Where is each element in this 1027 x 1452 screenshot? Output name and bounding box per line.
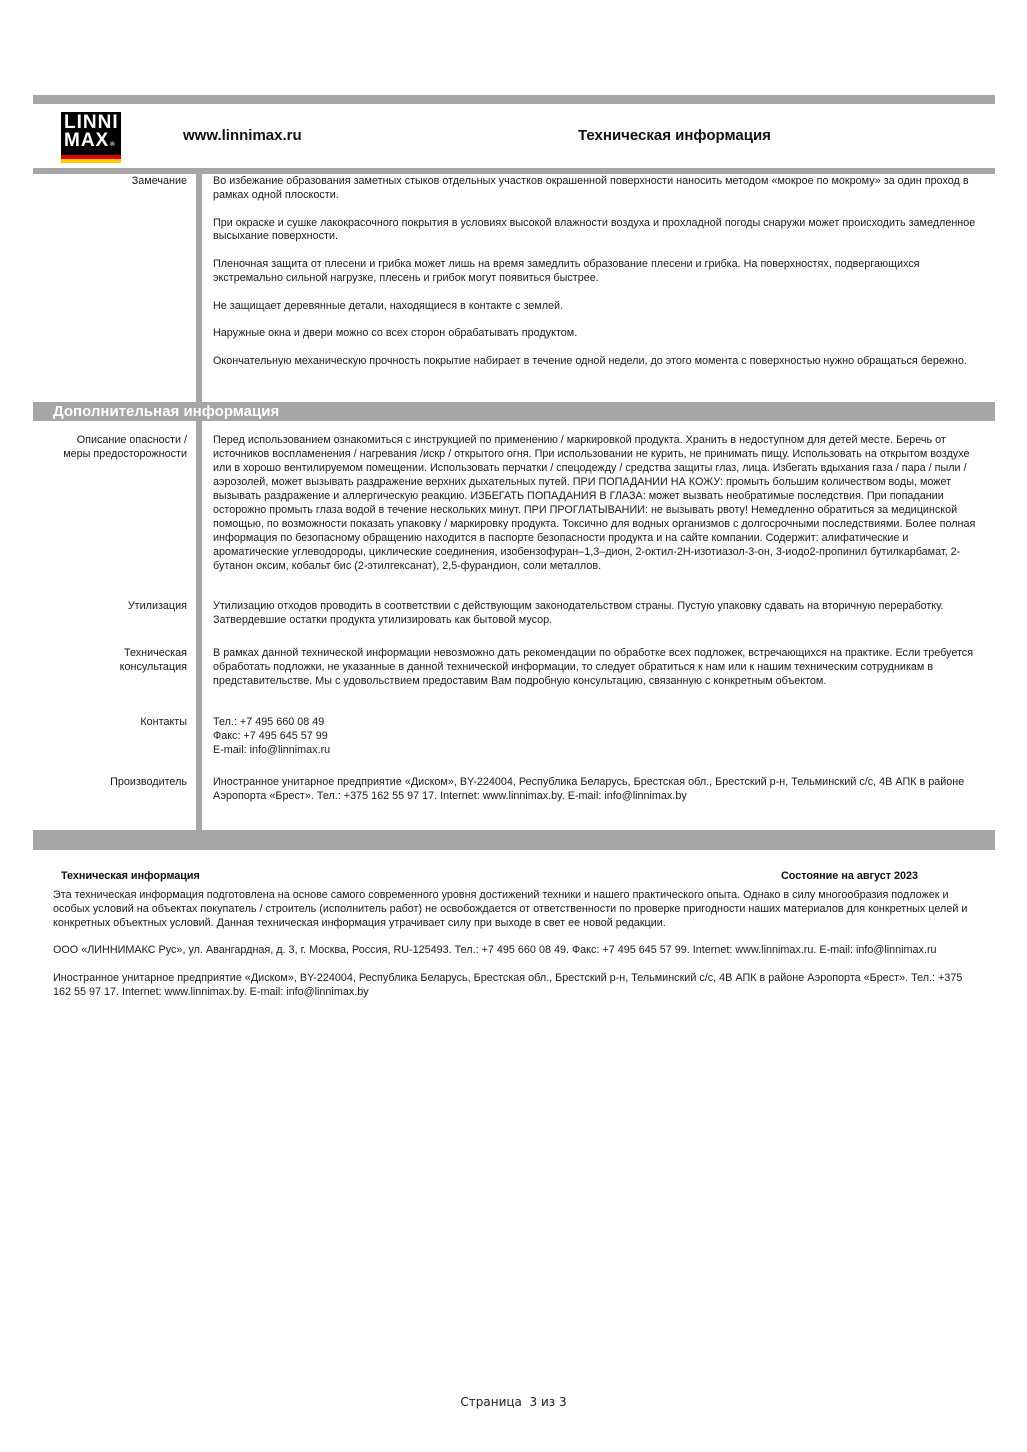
additional-info-header-bar: [33, 402, 995, 421]
hazard-line: помощью, по возможности показать упаковку / маркировку продукта. Токсично для водных организмов с долгосрочными последствиями. Более полная: [213, 518, 976, 530]
note-paragraph: [213, 300, 975, 314]
hazard-line: аэрозолей, может вызывать раздражение верхних дыхательных путей. ПРИ ПОПАДАНИИ НА КОЖУ: промыть большим количеством воды, может: [213, 476, 952, 488]
registered-mark: ®: [110, 142, 115, 148]
note-line: При окраске и сушке лакокрасочного покрытия в условиях высокой влажности воздуха и прохладной погоды снаружи может происходить замедленное: [213, 216, 976, 229]
footer-line: Иностранное унитарное предприятие «Диском», BY-224004, Республика Беларусь, Брестская обл., Брестский р-н, Тельминский с/с, 4В АПК в районе Аэропорта «Брест». Тел.: +375: [53, 972, 963, 984]
note-line: Не защищает деревянные детали, находящиеся в контакте с землей.: [213, 299, 564, 312]
page-number: Страница 3 из 3: [460, 1395, 567, 1409]
top-divider-bar: [33, 95, 995, 104]
note-paragraph: [213, 217, 975, 245]
hazard-line: источников воспламенения / нагревания /искр / открытого огня. При использовании не курить, не принимать пищу. Использовать на открытом воздухе: [213, 448, 970, 460]
notes-label: Замечание: [131, 175, 187, 187]
manufacturer-label-line: Производитель: [110, 776, 187, 788]
document-title: Техническая информация: [578, 127, 771, 144]
technical-consultation-label-line: консультация: [119, 661, 187, 673]
hazard-label-line: Описание опасности /: [76, 434, 187, 446]
technical-consultation-label: [40, 646, 187, 674]
manufacturer-content: [213, 775, 964, 803]
note-line: Пленочная защита от плесени и грибка может лишь на время замедлить образование плесени и грибка. На поверхностях, подвергающихся: [213, 258, 920, 271]
notes-content: [213, 175, 975, 383]
hazard-line: бутанон оксим, кобальт бис (2-этилгексанат), 2,5-фурандион, соли металлов.: [213, 560, 602, 572]
header-divider-bar: [33, 168, 995, 174]
manufacturer-line: Аэропорта «Брест». Тел.: +375 162 55 97 17. Internet: www.linnimax.by. E-mail: info@linnimax.by: [213, 790, 687, 802]
logo-text-linni: LINNI: [64, 112, 119, 133]
column-divider-bar: [196, 168, 202, 850]
contacts-line: E-mail: info@linnimax.ru: [213, 744, 331, 756]
hazard-label: [40, 433, 187, 461]
hazard-line: или в хорошо вентилируемом помещении. Использовать перчатки / спецодежду / средства защиты глаз, лица. Избегать вдыхания газа / пара / пыли /: [213, 462, 967, 474]
hazard-line: осторожно промыть глаза водой в течение нескольких минут. ПРИ ПРОГЛАТЫВАНИИ: не вызывать рвоту! Немедленно обратиться за медицинской: [213, 504, 958, 516]
footer-line: конкретных объектных условий. Данная техническая информация утрачивает силу при выходе в свет ее новой редакции.: [53, 917, 666, 929]
footer-doc-type: Техническая информация: [61, 870, 200, 882]
technical-consultation-content: [213, 646, 973, 688]
note-line: высыхание поверхности.: [213, 230, 339, 243]
footer-line: Эта техническая информация подготовлена на основе самого современного уровня достижений техники и нашего практического опыта. Однако в силу многообразия подложек и: [53, 889, 949, 901]
disposal-label-line: Утилизация: [127, 600, 187, 612]
hazard-content: [213, 433, 975, 573]
contacts-label: [40, 715, 187, 729]
footer-disclaimer: [53, 888, 967, 930]
footer-line: ООО «ЛИННИМАКС Рус», ул. Авангардная, д. 3, г. Москва, Россия, RU-125493. Тел.: +7 495 660 08 49. Факс: +7 495 645 57 99. Internet: www.linnimax.ru. E-mail: info@linnimax.ru: [53, 944, 937, 956]
note-line: Во избежание образования заметных стыков отдельных участков окрашенной поверхности наносить методом «мокрое по мокрому» за один проход в: [213, 175, 969, 187]
note-paragraph: [213, 175, 975, 203]
footer-manufacturer: [53, 971, 962, 999]
contacts-line: Тел.: +7 495 660 08 49: [213, 716, 325, 728]
disposal-content: [213, 599, 944, 627]
hazard-line: информация по безопасному обращению находится в паспорте безопасности продукта и на сайте компании. Содержит: алифатические и: [213, 532, 909, 544]
disposal-line: Затвердевшие остатки продукта утилизировать как бытовой мусор.: [213, 614, 553, 626]
contacts-label-line: Контакты: [140, 716, 187, 728]
logo-box: [61, 112, 121, 151]
technical-consultation-line: представительстве. Мы с удовольствием предоставим Вам подробную консультацию, связанную с конкретным объектом.: [213, 675, 827, 687]
footer-revision-date: Состояние на август 2023: [781, 870, 919, 882]
disposal-line: Утилизацию отходов проводить в соответствии с действующим законодательством страны. Пустую упаковку сдавать на вторичную переработку.: [213, 600, 944, 612]
footer-line: 162 55 97 17. Internet: www.linnimax.by. E-mail: info@linnimax.by: [53, 986, 369, 998]
hazard-line: вызывать раздражение и аллергическую реакцию. ИЗБЕГАТЬ ПОПАДАНИЯ В ГЛАЗА: может вызвать необратимые последствия. При попадании: [213, 490, 944, 502]
manufacturer-label: [40, 775, 187, 789]
note-line: экстремально сильной нагрузке, плесень и грибок могут появиться быстрее.: [213, 271, 599, 284]
contacts-content: [213, 715, 330, 757]
linnimax-logo: [61, 112, 121, 163]
technical-consultation-line: обработать подложки, не указанные в данной технической информации, то следует обратиться к нам или к нашим техническим сотрудникам в: [213, 661, 934, 673]
manufacturer-line: Иностранное унитарное предприятие «Диском», BY-224004, Республика Беларусь, Брестская обл., Брестский р-н, Тельминский с/с, 4В АПК в районе: [213, 776, 965, 788]
note-line: Наружные окна и двери можно со всех сторон обрабатывать продуктом.: [213, 327, 578, 340]
flag-stripe-gold: [61, 159, 121, 163]
logo-text-max: MAX: [64, 130, 110, 151]
note-paragraph: [213, 327, 975, 341]
note-paragraph: [213, 258, 975, 286]
contacts-line: Факс: +7 495 645 57 99: [213, 730, 328, 742]
note-line: рамках одной плоскости.: [213, 188, 339, 201]
note-line: Окончательную механическую прочность покрытие набирает в течение одной недели, до этого момента с поверхностью нужно обращаться бережно.: [213, 354, 967, 367]
website-url: www.linnimax.ru: [183, 127, 302, 144]
hazard-line: ароматические углеводороды, циклические соединения, изобензофуран–1,3–дион, 2-октил-2Н-изотиазол-3-он, 3-иодо2-пропинил бутилкарбамат, 2-: [213, 546, 961, 558]
footer-russian-office: [53, 943, 937, 957]
hazard-line: Перед использованием ознакомиться с инструкцией по применению / маркировкой продукта. Хранить в недоступном для детей месте. Беречь от: [213, 434, 946, 446]
hazard-label-line: меры предосторожности: [63, 448, 187, 460]
technical-consultation-label-line: Техническая: [124, 647, 187, 659]
technical-consultation-line: В рамках данной технической информации невозможно дать рекомендации по обработке всех подложек, встречающихся на практике. Если требуется: [213, 647, 974, 659]
disposal-label: [40, 599, 187, 613]
note-paragraph: [213, 355, 975, 369]
german-flag-stripes: [61, 151, 121, 163]
footer-line: особых условий на объектах покупатель / строитель (исполнитель работ) не освобождается от ответственности по проверке пригодности наших материалов для конкретных целей и: [53, 903, 968, 915]
additional-info-title: Дополнительная информация: [53, 403, 280, 420]
footer-divider-bar: [33, 830, 995, 850]
